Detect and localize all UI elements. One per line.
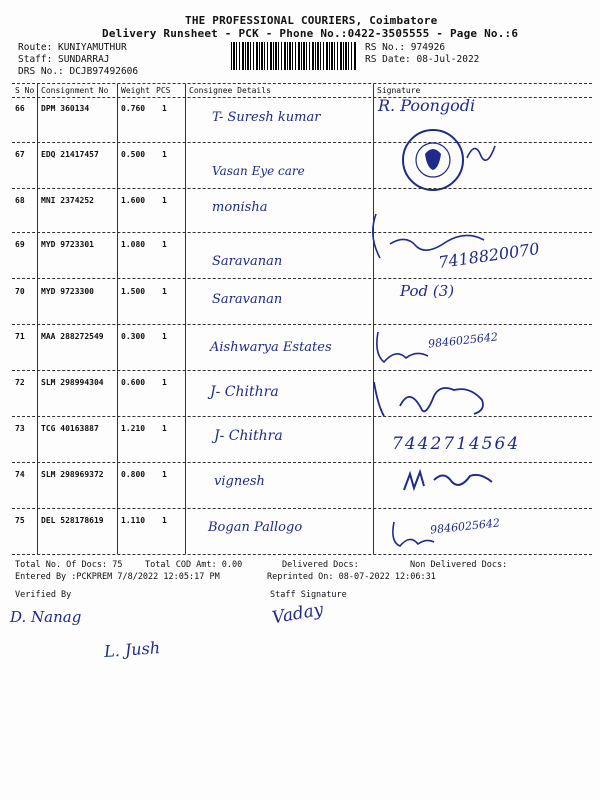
row-sno: 71 — [15, 332, 25, 341]
row-weight: 0.600 — [121, 378, 146, 387]
hospital-stamp — [395, 128, 515, 194]
col-header-consignee: Consignee Details — [189, 86, 271, 95]
row-consignee: vignesh — [214, 474, 265, 489]
entered-by: Entered By :PCKPREM 7/8/2022 12:05:17 PM — [15, 572, 220, 582]
rs-date: RS Date: 08-Jul-2022 — [365, 54, 480, 65]
row-sno: 69 — [15, 240, 25, 249]
staff-signature: Vaday — [270, 599, 325, 629]
col-header-signature: Signature — [377, 86, 421, 95]
staff-signature-label: Staff Signature — [270, 590, 347, 600]
verified-signature: D. Nanag — [10, 608, 82, 626]
non-delivered-docs: Non Delivered Docs: — [410, 560, 508, 570]
row-pcs: 1 — [162, 378, 167, 387]
row-rule — [12, 370, 592, 371]
row-consignee: Aishwarya Estates — [210, 340, 332, 355]
row-consignee: Vasan Eye care — [212, 164, 305, 178]
row-consignment: MYD 9723301 — [41, 240, 94, 249]
row-weight: 1.500 — [121, 287, 146, 296]
row-sno: 72 — [15, 378, 25, 387]
row-pcs: 1 — [162, 516, 167, 525]
row-consignee: Bogan Pallogo — [208, 520, 303, 535]
row-consignee: J- Chithra — [214, 428, 283, 444]
row-rule — [12, 188, 592, 189]
col-header-sno: S No — [15, 86, 35, 95]
row-sno: 70 — [15, 287, 25, 296]
row-signature-phone: 7418820070 — [437, 239, 541, 272]
row-sno: 68 — [15, 196, 25, 205]
row-rule — [12, 462, 592, 463]
verified-by-label: Verified By — [15, 590, 72, 600]
row-consignee: J- Chithra — [210, 384, 279, 400]
delivered-docs: Delivered Docs: — [282, 560, 359, 570]
row-consignment: SLM 298969372 — [41, 470, 104, 479]
row-pcs: 1 — [162, 196, 167, 205]
col-header-consignment: Consignment No — [41, 86, 109, 95]
table-bottom-rule — [12, 554, 592, 555]
col-header-pcs: PCS — [156, 86, 171, 95]
row-rule — [12, 416, 592, 417]
row-consignment: EDQ 21417457 — [41, 150, 99, 159]
row-pcs: 1 — [162, 287, 167, 296]
row-sno: 74 — [15, 470, 25, 479]
col-divider — [185, 84, 186, 554]
col-divider — [117, 84, 118, 554]
row-pcs: 1 — [162, 424, 167, 433]
row-rule — [12, 278, 592, 279]
total-docs: Total No. Of Docs: 75 — [15, 560, 123, 570]
signature-scribble — [370, 376, 510, 426]
table-header-rule — [12, 97, 592, 98]
row-consignment: MYD 9723300 — [41, 287, 94, 296]
row-weight: 1.600 — [121, 196, 146, 205]
col-header-weight: Weight — [121, 86, 150, 95]
row-consignment: DPM 360134 — [41, 104, 90, 113]
row-signature-phone: 9846025642 — [429, 516, 501, 537]
row-weight: 1.080 — [121, 240, 146, 249]
row-weight: 0.760 — [121, 104, 146, 113]
row-pcs: 1 — [162, 240, 167, 249]
row-sno: 66 — [15, 104, 25, 113]
table-top-rule — [12, 83, 592, 84]
row-pcs: 1 — [162, 104, 167, 113]
col-divider — [37, 84, 38, 554]
col-divider — [373, 84, 374, 554]
signature-scribble — [400, 466, 500, 496]
row-signature-phone: 7442714564 — [392, 434, 521, 454]
row-consignment: SLM 298994304 — [41, 378, 104, 387]
row-pcs: 1 — [162, 332, 167, 341]
drs-number: DRS No.: DCJB97492606 — [18, 66, 139, 77]
row-signature-phone: 9846025642 — [427, 330, 499, 351]
row-rule — [12, 324, 592, 325]
row-consignment: DEL 528178619 — [41, 516, 104, 525]
row-consignee: monisha — [212, 200, 268, 215]
row-consignee: Saravanan — [212, 292, 283, 307]
company-title: THE PROFESSIONAL COURIERS, Coimbatore — [185, 14, 438, 27]
route-label: Route: KUNIYAMUTHUR — [18, 42, 127, 53]
row-rule — [12, 508, 592, 509]
staff-label: Staff: SUNDARRAJ — [18, 54, 110, 65]
row-pcs: 1 — [162, 150, 167, 159]
row-weight: 0.500 — [121, 150, 146, 159]
total-cod: Total COD Amt: 0.00 — [145, 560, 243, 570]
row-consignee: Saravanan — [212, 254, 283, 269]
reprinted-on: Reprinted On: 08-07-2022 12:06:31 — [267, 572, 436, 582]
barcode — [231, 42, 357, 70]
signature-scribble — [372, 328, 432, 368]
row-weight: 0.300 — [121, 332, 146, 341]
row-weight: 1.110 — [121, 516, 146, 525]
row-weight: 0.800 — [121, 470, 146, 479]
row-consignment: MAA 288272549 — [41, 332, 104, 341]
runsheet-title: Delivery Runsheet - PCK - Phone No.:0422-3505555 - Page No.:6 — [102, 27, 519, 40]
row-signature: Pod (3) — [400, 282, 455, 300]
row-sno: 75 — [15, 516, 25, 525]
verified-signature-second: L. Jush — [103, 638, 161, 661]
row-pcs: 1 — [162, 470, 167, 479]
row-signature: R. Poongodi — [378, 96, 476, 115]
row-consignment: TCG 40163887 — [41, 424, 99, 433]
rs-number: RS No.: 974926 — [365, 42, 446, 53]
row-sno: 73 — [15, 424, 25, 433]
row-consignment: MNI 2374252 — [41, 196, 94, 205]
row-weight: 1.210 — [121, 424, 146, 433]
row-sno: 67 — [15, 150, 25, 159]
row-consignee: T- Suresh kumar — [212, 110, 321, 125]
